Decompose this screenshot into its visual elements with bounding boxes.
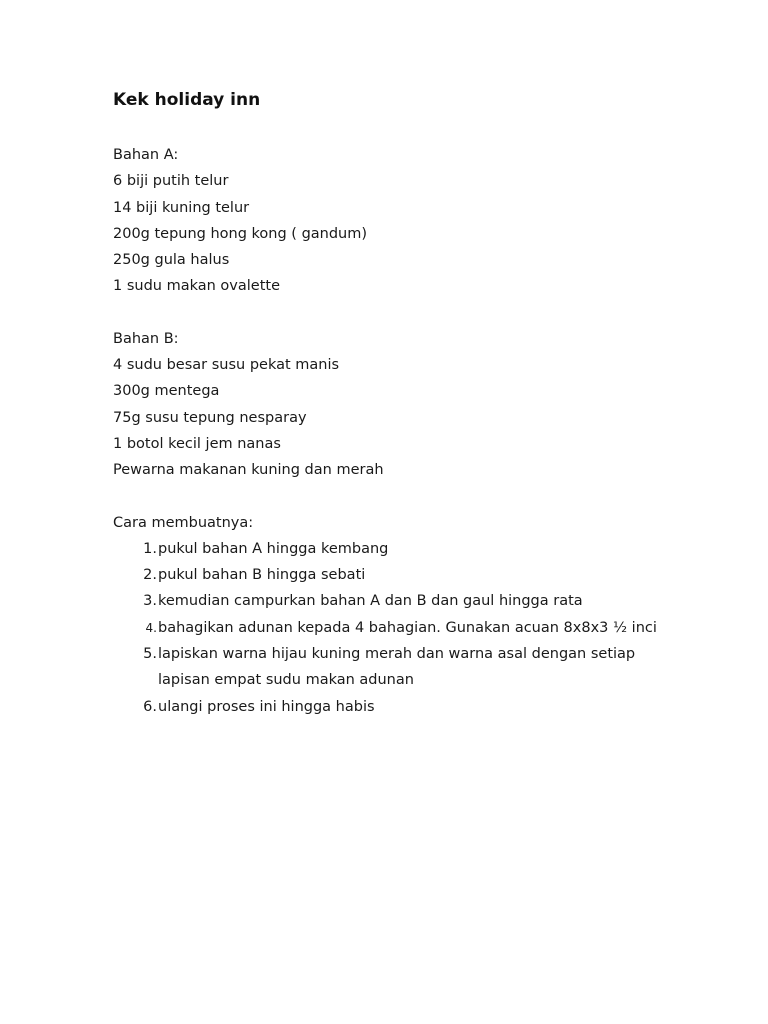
step-text: ulangi proses ini hingga habis	[158, 698, 375, 715]
ingredient-line: 6 biji putih telur	[113, 173, 229, 190]
ingredient-line: 4 sudu besar susu pekat manis	[113, 357, 340, 374]
ingredient-line: 75g susu tepung nesparay	[113, 409, 307, 426]
ingredient-line: Pewarna makanan kuning dan merah	[113, 462, 384, 479]
cara-section	[113, 510, 673, 720]
step-number: 4.	[145, 620, 157, 635]
ingredient-line: 200g tepung hong kong ( gandum)	[113, 225, 368, 242]
recipe-title: Kek holiday inn	[113, 90, 261, 110]
step-text: bahagikan adunan kepada 4 bahagian. Gunakan acuan 8x8x3 ½ inci	[158, 619, 657, 636]
ingredient-line: 250g gula halus	[113, 252, 230, 269]
step-text: lapiskan warna hijau kuning merah dan warna asal dengan setiap lapisan empat sudu makan adunan	[158, 646, 636, 689]
step-item	[113, 615, 673, 641]
document-page	[113, 86, 673, 746]
ingredient-line: 14 biji kuning telur	[113, 199, 250, 216]
step-text: pukul bahan A hingga kembang	[158, 540, 389, 557]
ingredient-line: 1 sudu makan ovalette	[113, 278, 280, 295]
step-text: kemudian campurkan bahan A dan B dan gaul hingga rata	[158, 593, 583, 610]
step-item	[113, 562, 673, 588]
step-number: 6.	[143, 698, 157, 715]
ingredient-line: 1 botol kecil jem nanas	[113, 435, 281, 452]
step-item	[113, 641, 673, 694]
steps-list	[113, 536, 673, 720]
step-text: pukul bahan B hingga sebati	[158, 567, 366, 584]
bahan-a-section	[113, 142, 673, 300]
step-item	[113, 588, 673, 614]
bahan-b-heading: Bahan B:	[113, 330, 179, 347]
step-item	[113, 694, 673, 720]
bahan-b-section	[113, 326, 673, 484]
step-item	[113, 536, 673, 562]
cara-heading: Cara membuatnya:	[113, 514, 254, 531]
step-number: 1.	[143, 540, 157, 557]
ingredient-line: 300g mentega	[113, 383, 220, 400]
step-number: 2.	[143, 567, 157, 584]
step-number: 3.	[143, 593, 157, 610]
step-number: 5.	[143, 646, 157, 663]
bahan-a-heading: Bahan A:	[113, 147, 179, 163]
